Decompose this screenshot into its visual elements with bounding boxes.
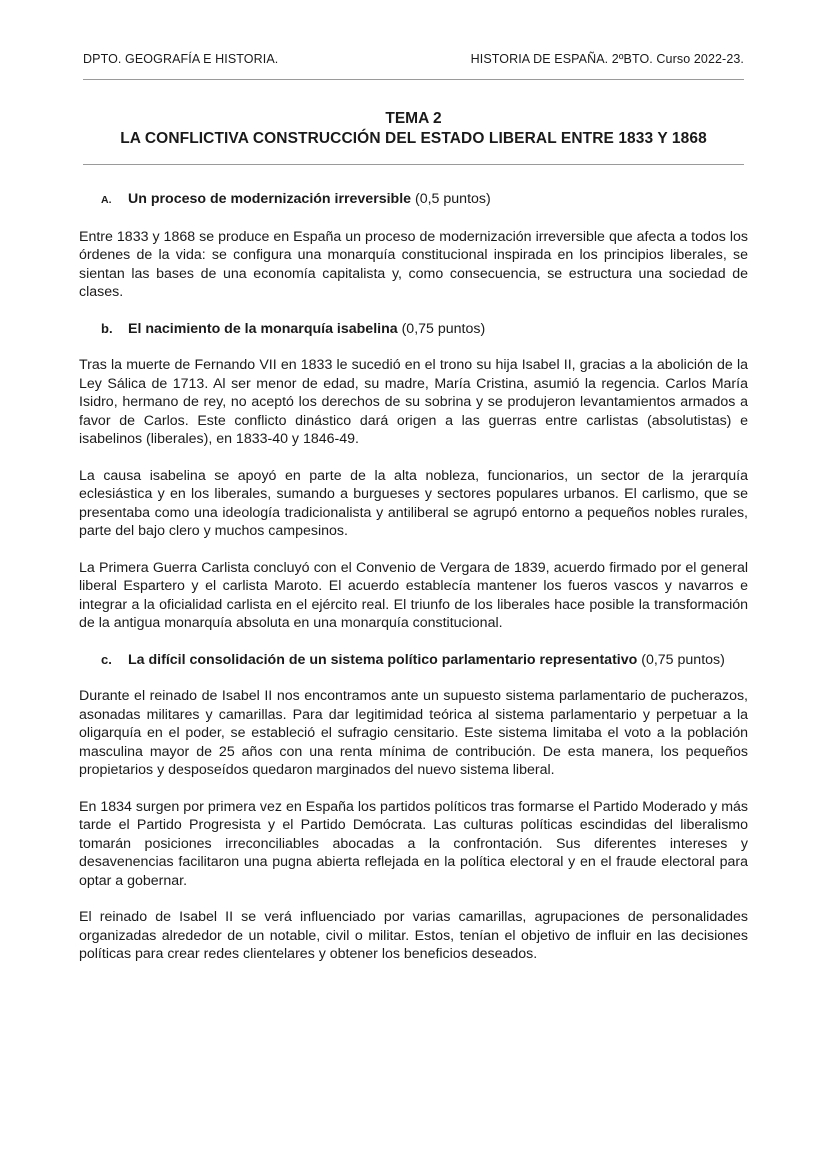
- section-points: (0,75 puntos): [637, 651, 725, 668]
- section-points: (0,75 puntos): [397, 320, 486, 337]
- document-title: [83, 109, 744, 149]
- section-title: La difícil consolidación de un sistema político parlamentario representativo: [128, 651, 638, 668]
- topic-number: TEMA 2: [385, 110, 442, 127]
- paragraph: El reinado de Isabel II se verá influenciado por varias camarillas, agrupaciones de personalidades organizadas alrededor de un notable, civil o militar. Estos, tenían el objetivo de influir en las decisiones políticas para crear redes clientelares y obtener los beneficios deseados.: [79, 909, 748, 962]
- paragraph: Durante el reinado de Isabel II nos encontramos ante un supuesto sistema parlamentario de pucherazos, asonadas militares y camarillas. Para dar legitimidad teórica al sistema parlamentario y perpetuar a la oligarquía en el poder, se estableció el sufragio censitario. Este sistema limitaba el voto a la población masculina mayor de 25 años con una renta mínima de contribución. De esta manera, los pequeños propietarios y desposeídos quedaron marginados del nuevo sistema liberal.: [79, 688, 748, 778]
- section-points: (0,5 puntos): [411, 191, 491, 207]
- paragraph: Entre 1833 y 1868 se produce en España un proceso de modernización irreversible que afecta a todos los órdenes de la vida: se configura una monarquía constitucional inspirada en los principios liberales, se sientan las bases de una economía capitalista y, como consecuencia, se estructura una sociedad de clases.: [79, 228, 748, 300]
- section-a-heading: [101, 190, 748, 210]
- section-marker: b.: [101, 320, 113, 336]
- paragraph: En 1834 surgen por primera vez en España los partidos políticos tras formarse el Partido Moderado y más tarde el Partido Progresista y el Partido Demócrata. Las culturas políticas escindidas del liberalismo tomarán posiciones irreconciliables abocadas a la confrontación. Sus diferentes intereses y desavenencias facilitaron una pugna abierta reflejada en la política electoral y en el fraude electoral para optar a gobernar.: [79, 798, 748, 889]
- section-title: Un proceso de modernización irreversible: [128, 191, 412, 207]
- topic-title: LA CONFLICTIVA CONSTRUCCIÓN DEL ESTADO LIBERAL ENTRE 1833 Y 1868: [120, 130, 707, 147]
- paragraph: La causa isabelina se apoyó en parte de la alta nobleza, funcionarios, un sector de la jerarquía eclesiástica y en los liberales, sumando a burgueses y sectores populares urbanos. El carlismo, que se presentaba como una ideología tradicionalista y antiliberal se agrupó entorno a pequeños nobles rurales, parte del bajo clero y muchos campesinos.: [79, 467, 748, 539]
- section-title: El nacimiento de la monarquía isabelina: [128, 320, 398, 337]
- paragraph: Tras la muerte de Fernando VII en 1833 le sucedió en el trono su hija Isabel II, gracias a la abolición de la Ley Sálica de 1713. Al ser menor de edad, su madre, María Cristina, asumió la regencia. Carlos María Isidro, hermano de rey, no aceptó los derechos de su sobrina y se produjeron levantamientos armados a favor de Carlos. Este conflicto dinástico dará origen a las guerras entre carlistas (absolutistas) e isabelinos (liberales), en 1833-40 y 1846-49.: [79, 357, 748, 447]
- header-department: DPTO. GEOGRAFÍA E HISTORIA.: [83, 52, 279, 66]
- section-marker: c.: [101, 651, 112, 667]
- title-divider: [83, 164, 744, 165]
- section-c-heading: [101, 651, 748, 670]
- paragraph: La Primera Guerra Carlista concluyó con el Convenio de Vergara de 1839, acuerdo firmado por el general liberal Espartero y el carlista Maroto. El acuerdo establecía mantener los fueros vascos y navarros e integrar a la oficialidad carlista en el ejército real. El triunfo de los liberales hace posible la transformación de la antigua monarquía absoluta en una monarquía constitucional.: [79, 559, 748, 631]
- header-course: HISTORIA DE ESPAÑA. 2ºBTO. Curso 2022-23.: [470, 52, 744, 66]
- page-header: [83, 52, 744, 66]
- section-b-heading: [101, 320, 748, 339]
- section-marker: A.: [101, 194, 112, 206]
- header-divider: [83, 79, 744, 80]
- document-body: [79, 190, 748, 964]
